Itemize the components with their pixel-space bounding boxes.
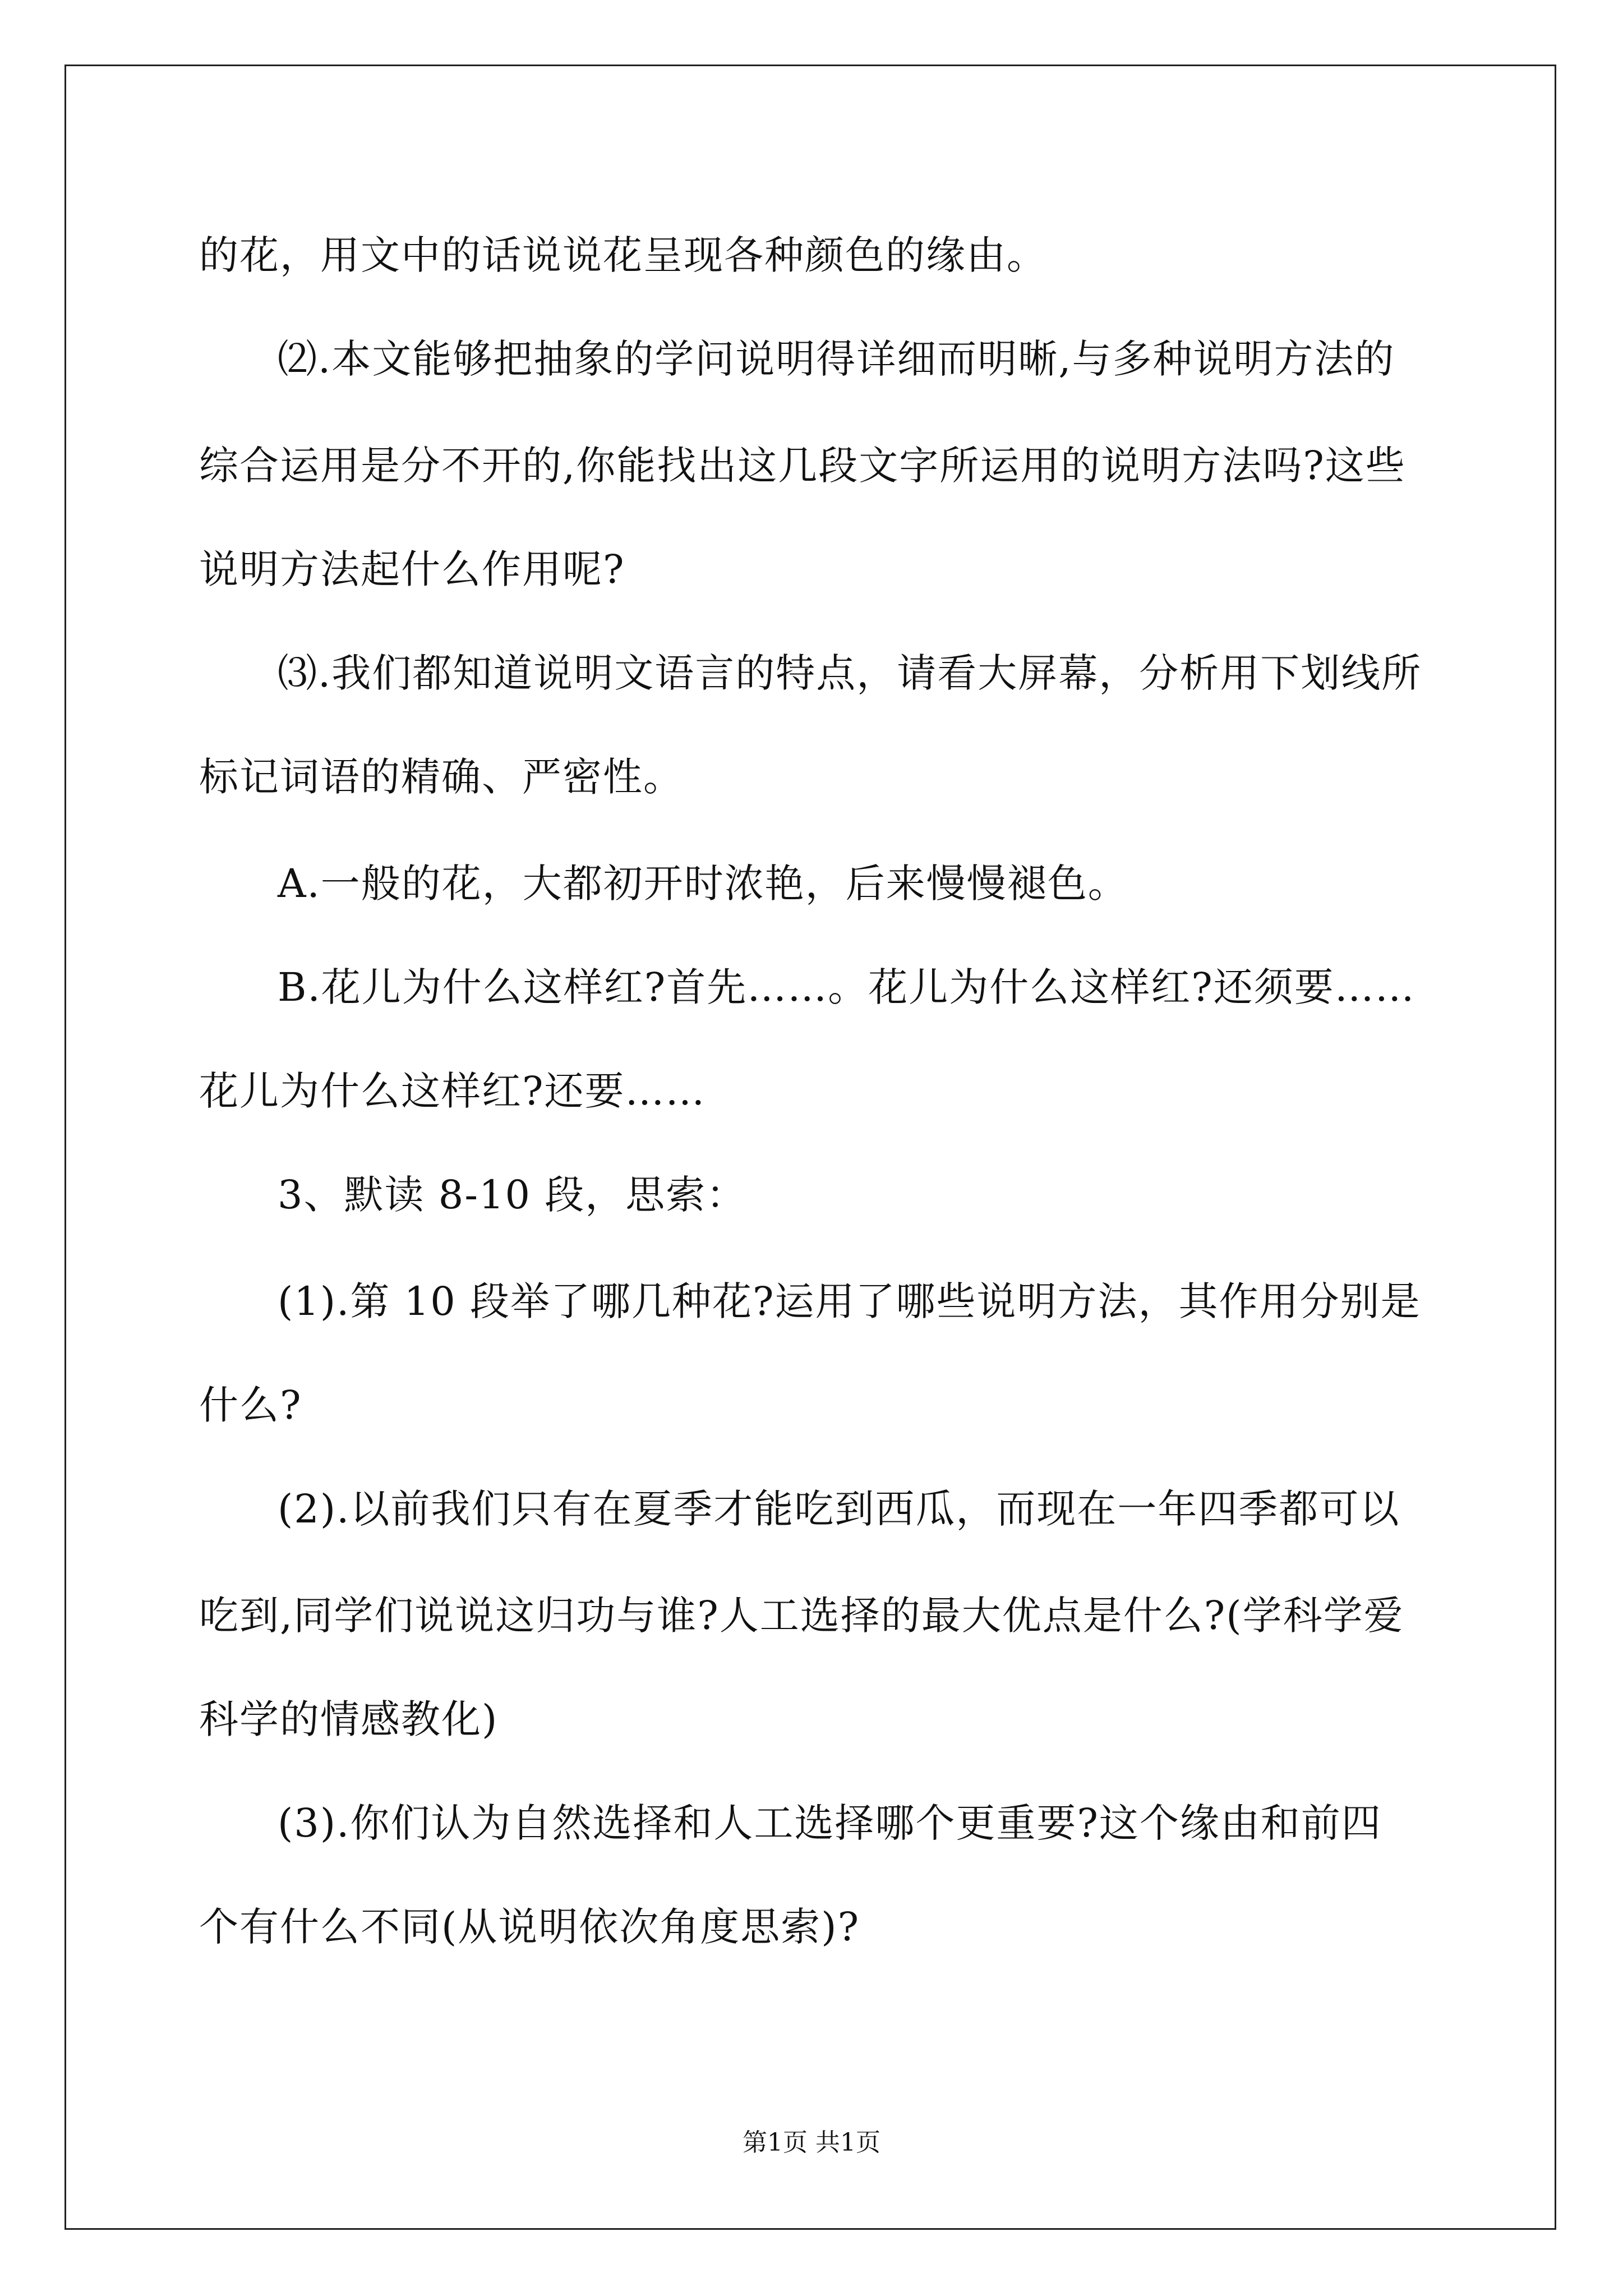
text-line: 科学的情感教化) [199,1696,499,1742]
text-line: 什么? [199,1382,302,1428]
text-line: ⑶.我们都知道说明文语言的特点，请看大屏幕，分析用下划线所 [278,650,1422,696]
text-line: A.一般的花，大都初开时浓艳，后来慢慢褪色。 [278,861,1128,907]
text-line: 吃到,同学们说说这归功与谁?人工选择的最大优点是什么?(学科学爱 [199,1593,1404,1639]
page-footer: 第1页 共1页 [743,2128,880,2157]
text-line: (2).以前我们只有在夏季才能吃到西瓜，而现在一年四季都可以 [278,1486,1400,1532]
text-line: 的花，用文中的话说说花呈现各种颜色的缘由。 [199,232,1047,278]
text-line: 标记词语的精确、严密性。 [199,754,684,800]
text-line: (1).第 10 段举了哪几种花?运用了哪些说明方法，其作用分别是 [278,1278,1421,1324]
text-line: 综合运用是分不开的,你能找出这几段文字所运用的说明方法吗?这些 [199,443,1406,489]
text-line: B.花儿为什么这样红?首先……。花儿为什么这样红?还须要…… [278,964,1415,1010]
text-line: 3、默读 8-10 段，思索： [278,1172,747,1218]
text-line: 个有什么不同(从说明依次角度思索)? [199,1904,860,1950]
text-line: ⑵.本文能够把抽象的学问说明得详细而明晰,与多种说明方法的 [278,336,1395,382]
text-line: 说明方法起什么作用呢? [199,546,625,592]
text-line: (3).你们认为自然选择和人工选择哪个更重要?这个缘由和前四 [278,1800,1382,1846]
text-line: 花儿为什么这样红?还要…… [199,1068,706,1114]
